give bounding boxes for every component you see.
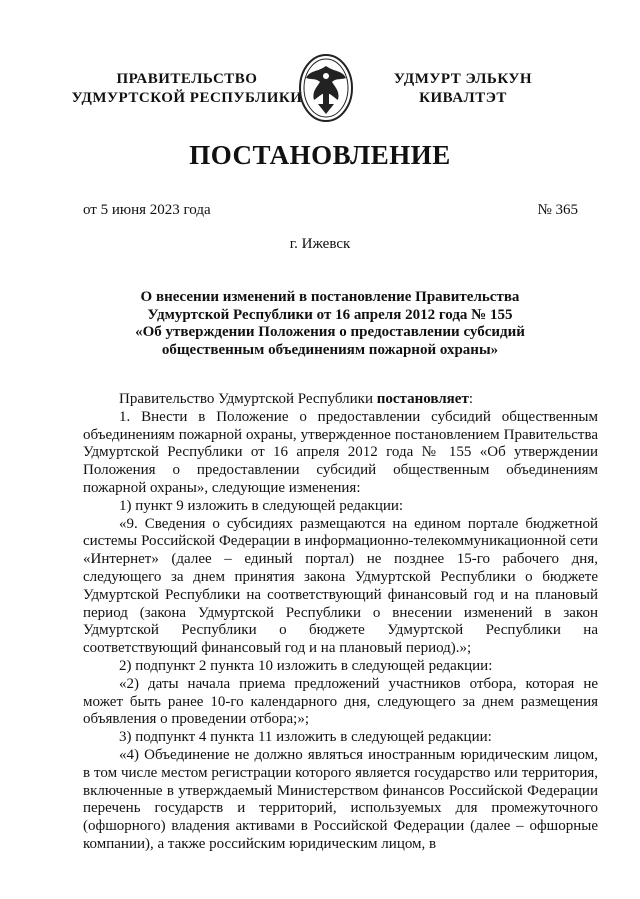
issuer-name-udmurt	[358, 70, 568, 108]
subject-line-3: «Об утверждении Положения о предоставлении субсидий	[135, 324, 525, 340]
subject-line-2: Удмуртской Республики от 16 апреля 2012 года № 155	[147, 306, 513, 323]
document-subject	[110, 289, 550, 359]
document-title: ПОСТАНОВЛЕНИЕ	[189, 140, 451, 170]
intro-colon: :	[468, 391, 473, 407]
intro-text: Правительство Удмуртской Республики	[119, 391, 377, 407]
body-paragraph-5: «2) даты начала приема предложений участников отбора, которая не может быть ранее 10-го календарного дня, следующего за днем размещения объявления о проведении отбора;»;	[83, 675, 598, 728]
issuer-line-1: ПРАВИТЕЛЬСТВО	[116, 71, 258, 87]
body-paragraph-1: 1. Внести в Положение о предоставлении субсидий общественным объединениям пожарной охраны, утвержденное постановлением Правительства Удмуртской Республики от 16 апреля 2012 года № 155 «Об утверждении Положения о предоставлении субсидий общественным объединениям пожарной охраны», следующие изменения:	[83, 408, 598, 496]
body-paragraph-2: 1) пункт 9 изложить в следующей редакции:	[119, 497, 404, 514]
issuer-name-russian	[62, 70, 312, 108]
document-body	[83, 391, 598, 854]
body-paragraph-4: 2) подпункт 2 пункта 10 изложить в следующей редакции:	[119, 657, 493, 674]
issuer-udmurt-line-2: КИВАЛТЭТ	[419, 90, 507, 106]
subject-line-1: О внесении изменений в постановление Правительства	[140, 289, 520, 305]
udmurt-coat-of-arms-icon	[296, 52, 356, 124]
body-intro	[83, 391, 598, 409]
document-city: г. Ижевск	[289, 236, 351, 252]
body-paragraph-3: «9. Сведения о субсидиях размещаются на едином портале бюджетной системы Российской Федерации в информационно-телекоммуникационной сети «Интернет» (далее – единый портал) не позднее 15-го рабочего дня, следующего за днем принятия закона Удмуртской Республики о бюджете Удмуртской Республики на соответствующий финансовый год и на плановый период (закона Удмуртской Республики о внесении изменений в закон Удмуртской Республики о бюджете Удмуртской Республики на соответствующий финансовый год и на плановый период).»;	[83, 515, 598, 657]
issuer-udmurt-line-1: УДМУРТ ЭЛЬКУН	[393, 71, 533, 87]
issuer-line-2: УДМУРТСКОЙ РЕСПУБЛИКИ	[71, 90, 303, 106]
document-date: от 5 июня 2023 года	[83, 202, 211, 218]
intro-keyword: постановляет	[376, 391, 469, 407]
subject-line-4: общественным объединениям пожарной охраны»	[161, 341, 499, 358]
body-paragraph-7: «4) Объединение не должно являться иностранным юридическим лицом, в том числе местом регистрации которого является государство или территория, включенные в утверждаемый Министерством финансов Российской Федерации перечень государств и территорий, используемых для промежуточного (офшорного) владения активами в Российской Федерации (далее – офшорные компании), а также российским юридическим лицом, в	[83, 746, 598, 852]
body-paragraph-6: 3) подпункт 4 пункта 11 изложить в следующей редакции:	[119, 729, 492, 746]
document-number: № 365	[537, 202, 578, 218]
